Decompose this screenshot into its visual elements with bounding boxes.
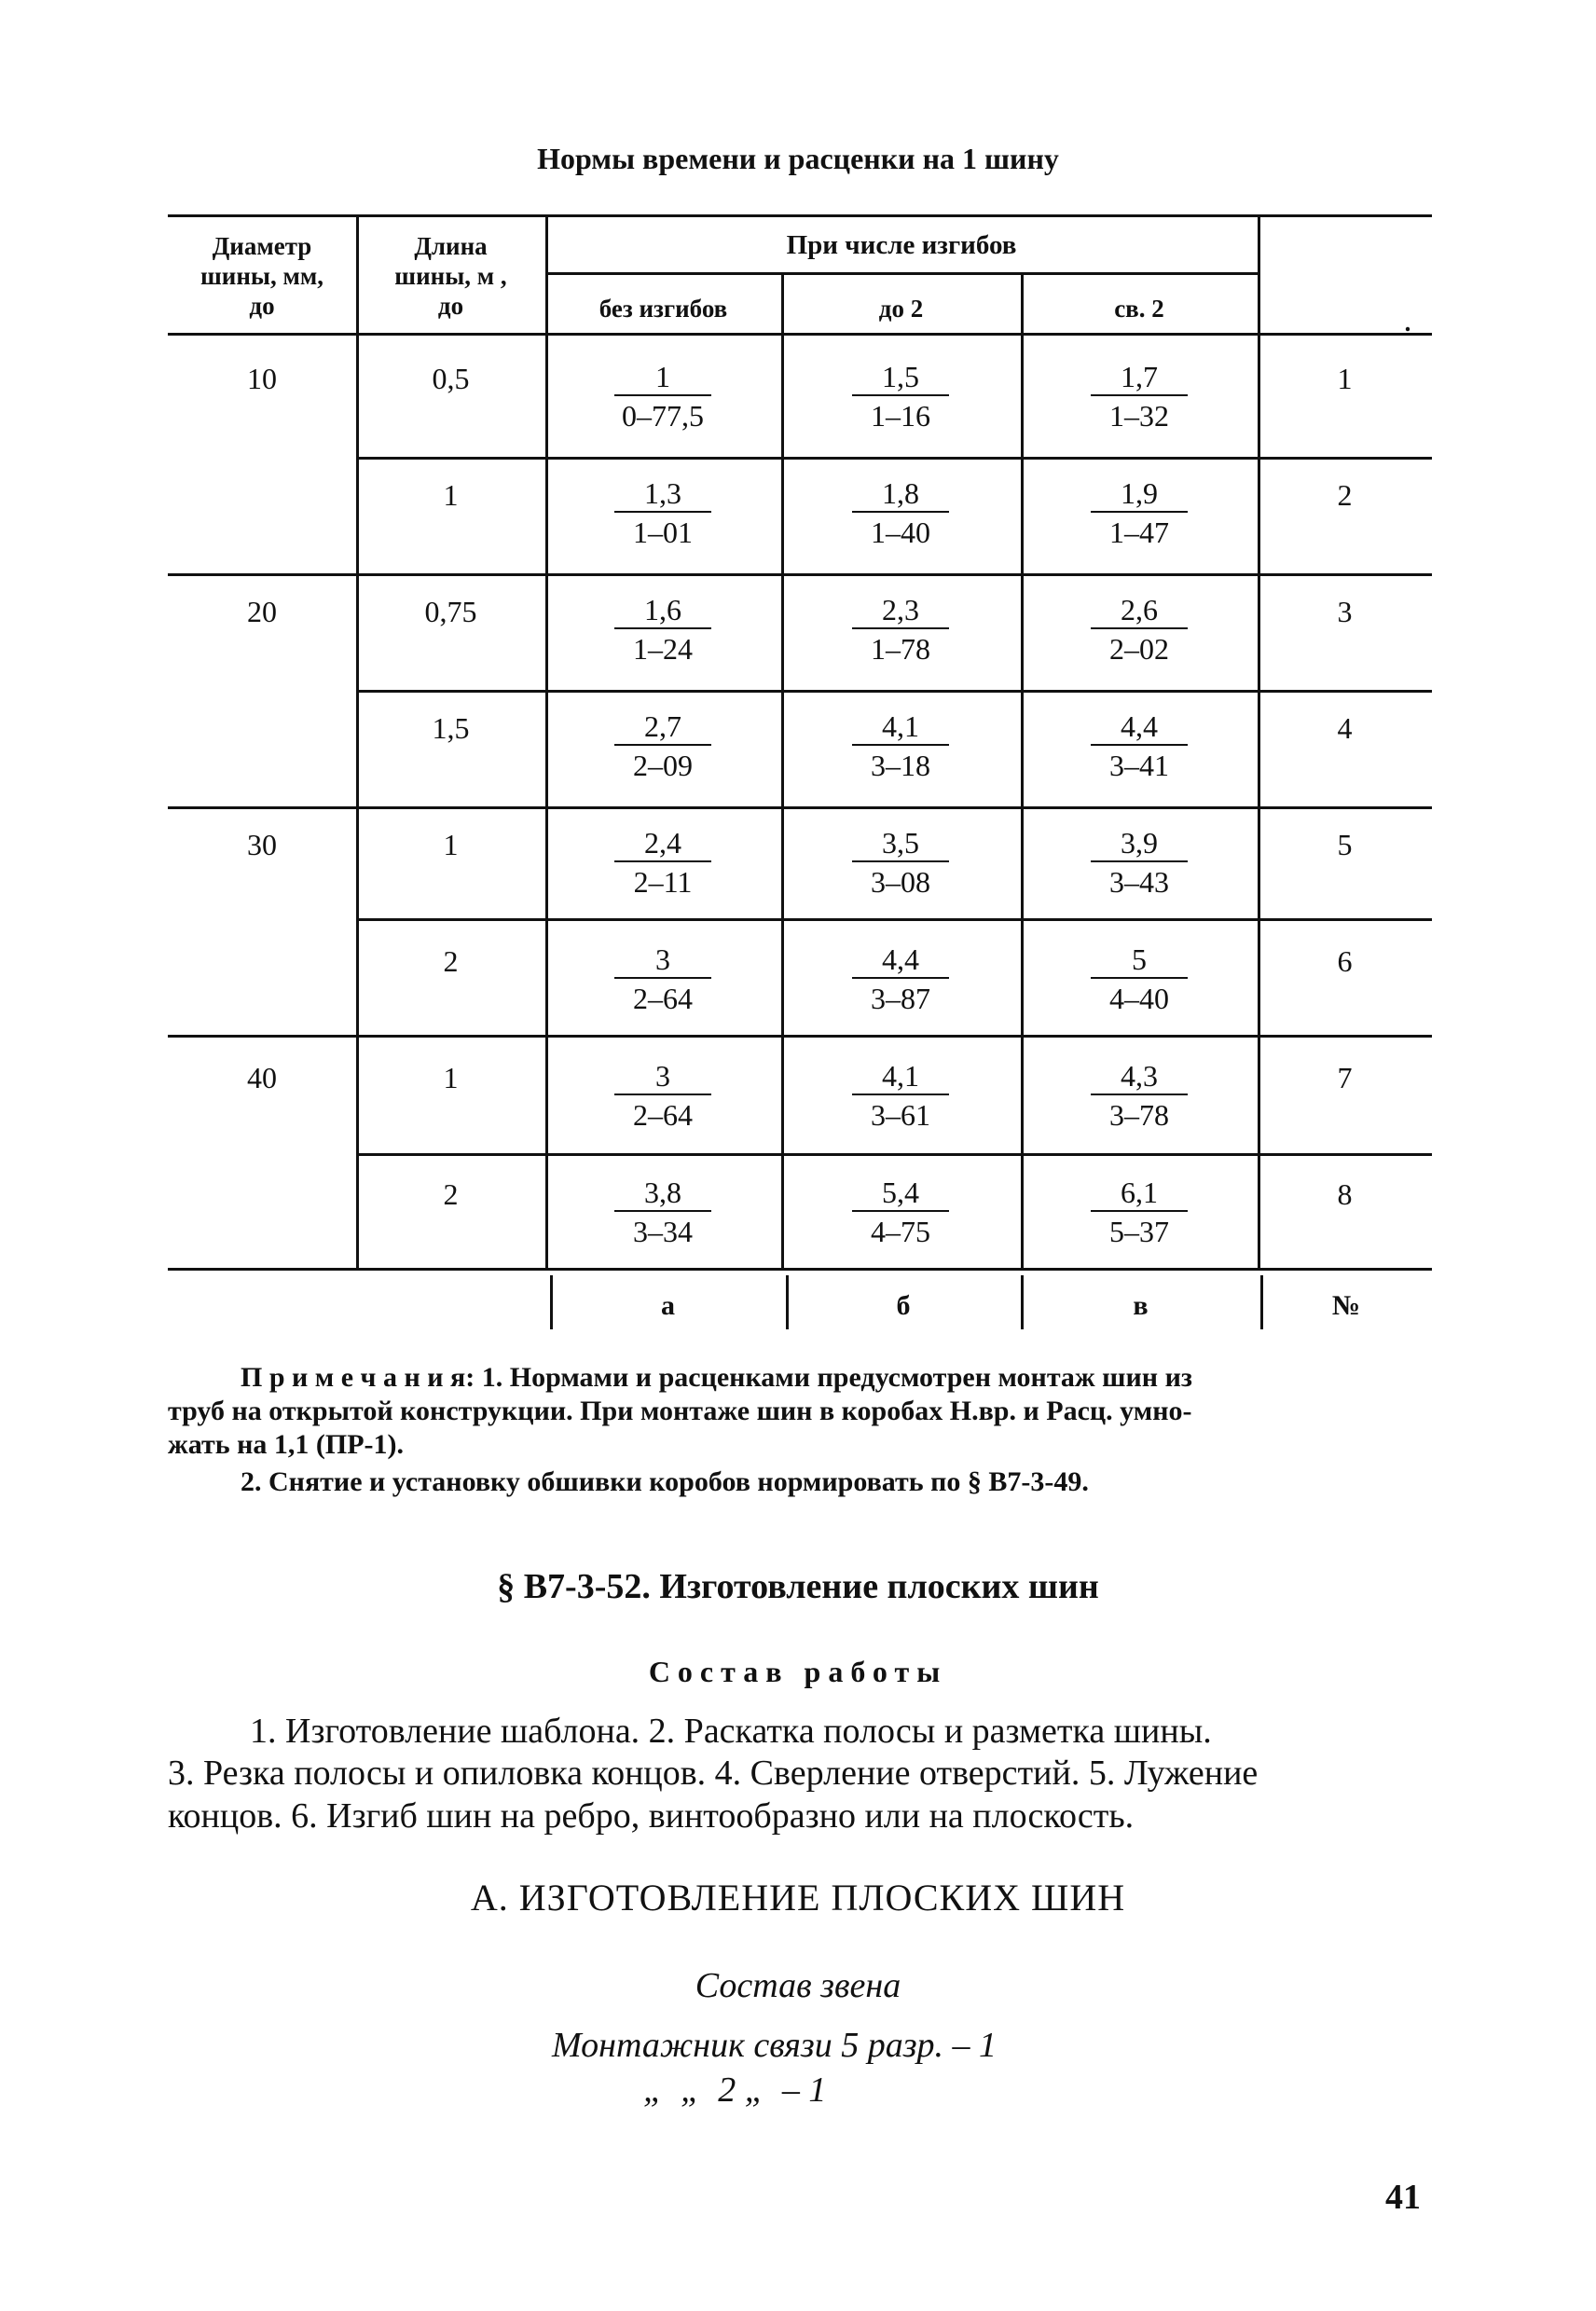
row-rule-4: [356, 1153, 1432, 1156]
rate-cell: 1,7 1–32: [1083, 359, 1195, 433]
notes-line-1: 1. Нормами и расценками предусмотрен монтаж шин из: [481, 1362, 1192, 1393]
work-line-1: 1. Изготовление шаблона. 2. Раскатка полосы и разметка шины.: [250, 1712, 1212, 1751]
rate-cell: 1 0–77,5: [607, 359, 719, 433]
rate-cell: 6,1 5–37: [1083, 1175, 1195, 1249]
rate-cell: 3 2–64: [607, 1058, 719, 1133]
col-line-4: [1021, 272, 1024, 1268]
row-number-2: 2: [1337, 478, 1353, 512]
rate-cell: 4,4 3–41: [1083, 708, 1195, 783]
rate-cell: 1,5 1–16: [845, 359, 956, 433]
length-row-7: 1: [443, 1061, 459, 1094]
row-number-1: 1: [1337, 362, 1353, 395]
col-line-2: [545, 214, 548, 1268]
notes-line-2: труб на открытой конструкции. При монтаже шин в коробах Н.вр. и Расц. умно-: [168, 1396, 1192, 1426]
work-title: Состав работы: [648, 1655, 948, 1688]
rate-cell: 1,3 1–01: [607, 475, 719, 550]
rate-cell: 1,8 1–40: [845, 475, 956, 550]
row-rule-3: [356, 918, 1432, 921]
rate-cell: 2,6 2–02: [1083, 592, 1195, 667]
length-row-3: 0,75: [424, 595, 477, 628]
rate-cell: 5 4–40: [1083, 942, 1195, 1016]
row-number-4: 4: [1337, 711, 1353, 745]
header-up-to-2: до 2: [878, 295, 924, 323]
diameter-40: 40: [247, 1061, 277, 1094]
table-title: Нормы времени и расценки на 1 шину: [537, 142, 1059, 175]
work-line-3: концов. 6. Изгиб шин на ребро, винтообразно или на плоскость.: [168, 1796, 1135, 1836]
notes-first-line: [241, 1361, 1192, 1395]
row-number-7: 7: [1337, 1061, 1353, 1094]
work-line-2: 3. Резка полосы и опиловка концов. 4. Сверление отверстий. 5. Лужение: [168, 1754, 1259, 1793]
length-row-4: 1,5: [432, 711, 470, 745]
diameter-20: 20: [247, 595, 277, 628]
rate-cell: 4,4 3–87: [845, 942, 956, 1016]
header-length: Длина шины, м , до: [394, 232, 507, 320]
header-over-2: св. 2: [1114, 295, 1164, 323]
header-diameter: Диаметр шины, мм, до: [200, 232, 324, 320]
rate-cell: 2,4 2–11: [607, 825, 719, 900]
crew-line-2: „ „ 2 „ – 1: [643, 2070, 827, 2110]
notes-line-4: 2. Снятие и установку обшивки коробов нормировать по § В7-3-49.: [241, 1466, 1089, 1497]
col-line-3: [781, 272, 784, 1268]
length-row-6: 2: [443, 944, 459, 978]
row-number-3: 3: [1337, 595, 1353, 628]
page-number: 41: [1385, 2178, 1421, 2217]
row-number-6: 6: [1337, 944, 1353, 978]
crew-title: Состав звена: [695, 1966, 901, 2005]
crew-line-1: Монтажник связи 5 разр. – 1: [552, 2026, 998, 2065]
length-row-5: 1: [443, 828, 459, 861]
group-header-rule: [545, 272, 1258, 275]
length-row-8: 2: [443, 1177, 459, 1211]
rate-cell: 3,5 3–08: [845, 825, 956, 900]
diameter-10: 10: [247, 362, 277, 395]
rate-cell: 1,9 1–47: [1083, 475, 1195, 550]
footer-label-b: б: [896, 1290, 911, 1321]
table-bottom-rule: [168, 1268, 1432, 1271]
row-number-8: 8: [1337, 1177, 1353, 1211]
rate-cell: 5,4 4–75: [845, 1175, 956, 1249]
rate-cell: 3,8 3–34: [607, 1175, 719, 1249]
footer-label-no: №: [1331, 1290, 1361, 1321]
subsection-title: А. ИЗГОТОВЛЕНИЕ ПЛОСКИХ ШИН: [470, 1877, 1126, 1919]
diameter-30: 30: [247, 828, 277, 861]
row-rule-1: [356, 457, 1432, 460]
section-title: § В7-3-52. Изготовление плоских шин: [497, 1567, 1099, 1606]
rate-cell: 4,1 3–61: [845, 1058, 956, 1133]
footer-label-v: в: [1133, 1290, 1149, 1321]
header-bends-group: При числе изгибов: [786, 230, 1017, 260]
rate-cell: 1,6 1–24: [607, 592, 719, 667]
rate-cell: 3,9 3–43: [1083, 825, 1195, 900]
length-row-1: 0,5: [432, 362, 470, 395]
notes-lead: П р и м е ч а н и я:: [241, 1362, 475, 1393]
rate-cell: 2,7 2–09: [607, 708, 719, 783]
rate-cell: 4,1 3–18: [845, 708, 956, 783]
row-rule-2: [356, 690, 1432, 693]
notes-line-3: жать на 1,1 (ПР-1).: [168, 1429, 404, 1460]
rate-cell: 2,3 1–78: [845, 592, 956, 667]
rate-cell: 3 2–64: [607, 942, 719, 1016]
row-number-5: 5: [1337, 828, 1353, 861]
rate-cell: 4,3 3–78: [1083, 1058, 1195, 1133]
length-row-2: 1: [443, 478, 459, 512]
header-dot: .: [1404, 309, 1411, 337]
header-no-bends: без изгибов: [598, 295, 728, 323]
footer-label-a: а: [661, 1290, 675, 1321]
